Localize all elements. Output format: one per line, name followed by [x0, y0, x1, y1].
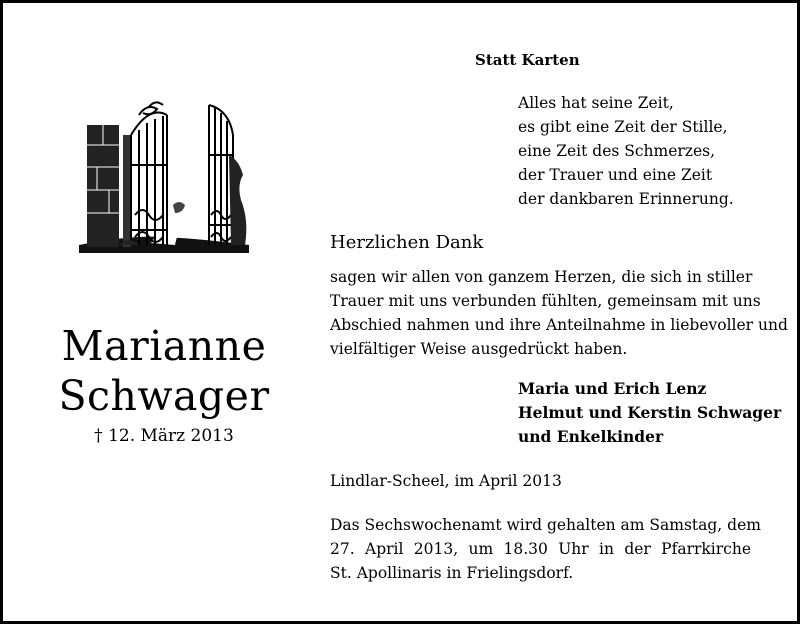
deceased-first-name: Marianne [61, 322, 267, 370]
thanks-text [330, 265, 788, 361]
place-date: Lindlar-Scheel, im April 2013 [330, 472, 562, 490]
signer-line: Helmut und Kerstin Schwager [518, 403, 782, 422]
service-line: Das Sechswochenamt wird gehalten am Samstag, dem [330, 516, 761, 534]
signer-line: Maria und Erich Lenz [518, 379, 707, 398]
garden-gate-icon [79, 95, 249, 253]
poem-line: der Trauer und eine Zeit [518, 166, 713, 184]
notice-header: Statt Karten [475, 51, 580, 69]
poem-line: Alles hat seine Zeit, [518, 94, 674, 112]
signer-line: und Enkelkinder [518, 427, 664, 446]
thanks-line: Abschied nahmen und ihre Anteilnahme in liebevoller und [330, 316, 788, 334]
thanks-line: vielfältiger Weise ausgedrückt haben. [330, 340, 628, 358]
thanks-heading: Herzlichen Dank [330, 232, 484, 253]
poem-line: der dankbaren Erinnerung. [518, 190, 734, 208]
poem-line: eine Zeit des Schmerzes, [518, 142, 716, 160]
thanks-line: Trauer mit uns verbunden fühlten, gemeinsam mit uns [330, 292, 761, 310]
service-line: St. Apollinaris in Frielingsdorf. [330, 564, 574, 582]
deceased-last-name: Schwager [58, 372, 270, 420]
service-text [330, 513, 761, 585]
death-date: † 12. März 2013 [94, 426, 234, 446]
poem [518, 91, 734, 211]
signers [518, 377, 781, 449]
poem-line: es gibt eine Zeit der Stille, [518, 118, 728, 136]
service-line: 27. April 2013, um 18.30 Uhr in der Pfarrkirche [330, 540, 751, 558]
thanks-line: sagen wir allen von ganzem Herzen, die sich in stiller [330, 268, 753, 286]
